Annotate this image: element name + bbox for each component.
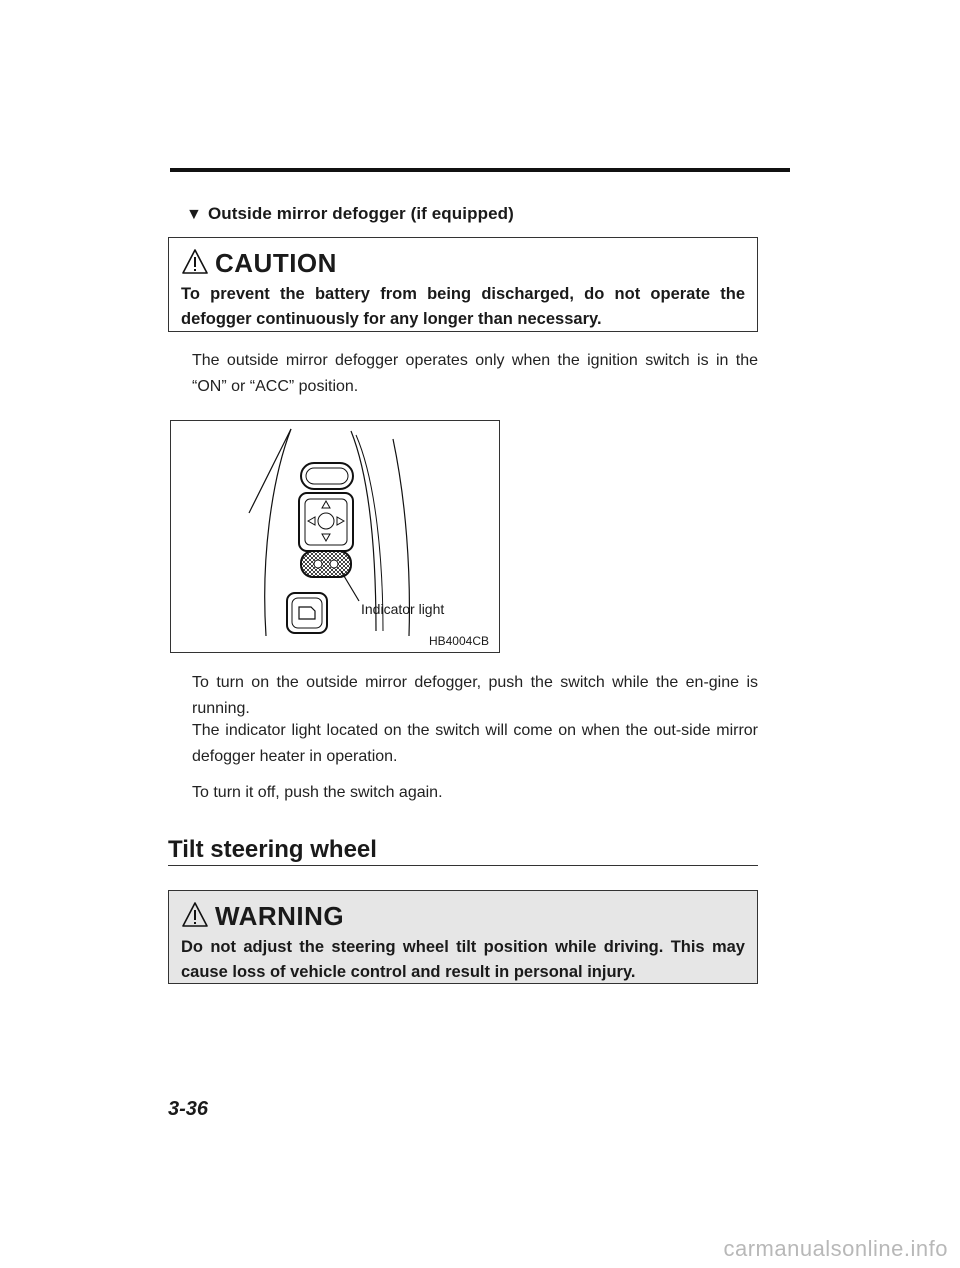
switch-illustration	[170, 420, 500, 653]
figure-code: HB4004CB	[428, 634, 489, 648]
warning-header	[181, 901, 344, 929]
warning-box	[168, 890, 758, 984]
paragraph-operation: The outside mirror defogger operates only when the ignition switch is in the “ON” or “ACC” position.	[192, 352, 758, 395]
caution-text: To prevent the battery from being discharged, do not operate the defogger continuously for any longer than necessary.	[181, 285, 745, 328]
triangle-marker-icon: ▼	[186, 206, 202, 223]
subsection-heading	[186, 204, 514, 224]
watermark: carmanualsonline.info	[723, 1236, 948, 1261]
warning-title: WARNING	[215, 901, 345, 931]
top-rule	[170, 168, 790, 172]
warning-triangle-icon	[181, 248, 209, 276]
indicator-light-label: Indicator light	[361, 601, 445, 617]
warning-triangle-icon	[181, 901, 209, 929]
section-rule	[168, 865, 758, 866]
warning-text: Do not adjust the steering wheel tilt position while driving. This may cause loss of vehicle control and result in personal injury.	[181, 938, 745, 981]
caution-box	[168, 237, 758, 332]
switch-drawing	[171, 421, 501, 654]
caution-header	[181, 248, 337, 276]
paragraph-indicator: The indicator light located on the switch will come on when the out-side mirror defogger heater in operation.	[192, 722, 758, 765]
subsection-title: Outside mirror defogger (if equipped)	[207, 204, 514, 223]
page-number: 3-36	[168, 1098, 209, 1120]
section-title: Tilt steering wheel	[168, 836, 377, 863]
caution-title: CAUTION	[215, 248, 337, 278]
paragraph-turn-off: To turn it off, push the switch again.	[192, 784, 443, 801]
paragraph-turn-on: To turn on the outside mirror defogger, push the switch while the en-gine is running.	[192, 674, 758, 717]
